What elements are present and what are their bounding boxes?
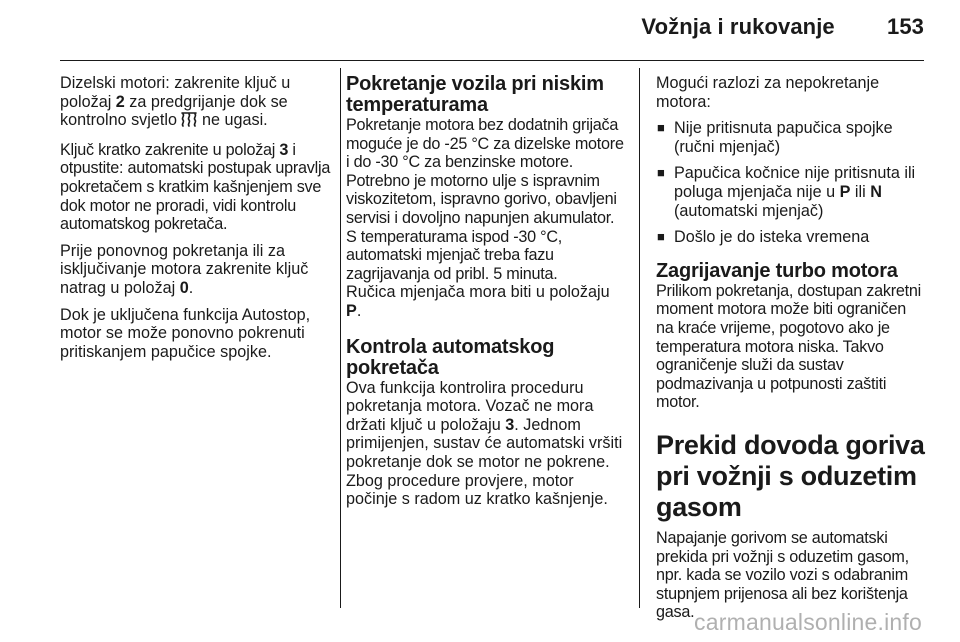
column-divider-1: [340, 68, 341, 608]
paragraph-fuel-cutoff: Napajanje gorivom se automatski prekida pri vožnji s oduzetim gasom, npr. kada se vozilo vozi s odabranim stupnjem prijenosa ali bez korištenja gasa.: [656, 528, 909, 622]
page-header: [641, 14, 924, 40]
paragraph-reasons-intro: Mogući razlozi za nepokretanje motora:: [656, 74, 880, 111]
paragraph-gear-lever: Ručica mjenjača mora biti u položaju P.: [346, 283, 610, 320]
heading-cold-start: Pokretanje vozila pri niskim temperaturama: [346, 73, 604, 116]
page-number: 153: [886, 14, 924, 39]
paragraph-key-position-3: Ključ kratko zakrenite u položaj 3 i otpustite: automatski postupak upravlja pokretačem s kratkim kašnjenjem sve dok motor ne proradi, vidi kontrolu automatskog pokretača.: [60, 140, 331, 234]
bullet-icon: ■: [657, 120, 665, 136]
list-item: ■ Papučica kočnice nije pritisnuta ili poluga mjenjača nije u P ili N (automatski mjenjač): [657, 164, 916, 220]
heading-fuel-cutoff: Prekid dovoda goriva pri vožnji s oduzetim gasom: [656, 429, 925, 522]
list-item: ■ Nije pritisnuta papučica spojke (ručni mjenjač): [657, 119, 893, 156]
bullet-icon: ■: [657, 229, 665, 245]
column-divider-2: [639, 68, 640, 608]
header-rule: [60, 60, 924, 61]
heading-turbo-warmup: Zagrijavanje turbo motora: [656, 259, 898, 282]
heading-starter-control: Kontrola automatskog pokretača: [346, 335, 555, 379]
column-2: [346, 74, 628, 517]
paragraph-turbo-warmup: Prilikom pokretanja, dostupan zakretni moment motora može biti ograničen na kraće vrijeme, pogotovo ako je temperatura motora niska. Takvo ograničenje služi da sustav podmazivanja u potpunosti zaštiti motor.: [656, 281, 921, 412]
column-1: [60, 74, 338, 369]
watermark: carmanualsonline.info: [694, 609, 922, 635]
paragraph-preheat: Dizelski motori: zakrenite ključ u položaj 2 za predgrijanje dok se kontrolno svjetlo ne ugasi.: [60, 74, 338, 133]
paragraph-cold-start: Pokretanje motora bez dodatnih grijača moguće je do -25 °C za dizelske motore i do -30 °C za benzinske motore. Potrebno je motorno ulje s ispravnim viskozitetom, ispravno gorivo, obavljeni servisi i dovoljno napunjen akumulator. S temperaturama ispod -30 °C, automatski mjenjač treba fazu zagrijavanja od pribl. 5 minuta.: [346, 116, 624, 283]
page-title: Vožnja i rukovanje: [641, 14, 835, 39]
list-item: ■ Došlo je do isteka vremena: [657, 228, 870, 247]
reasons-list: [656, 119, 926, 247]
paragraph-key-position-0: Prije ponovnog pokretanja ili za isključivanje motora zakrenite ključ natrag u položaj 0.: [60, 241, 309, 297]
glow-plug-icon: [181, 111, 197, 133]
paragraph-starter-control: Ova funkcija kontrolira proceduru pokretanja motora. Vozač ne mora držati ključ u položaju 3. Jednom primijenjen, sustav će automatski vršiti pokretanje dok se motor ne pokrene. Zbog procedure provjere, motor počinje s radom uz kratko kašnjenje.: [346, 378, 623, 509]
column-3: [656, 74, 926, 630]
bullet-icon: ■: [657, 165, 665, 181]
paragraph-autostop: Dok je uključena funkcija Autostop, motor se može ponovno pokrenuti pritiskanjem papučice spojke.: [60, 305, 311, 361]
